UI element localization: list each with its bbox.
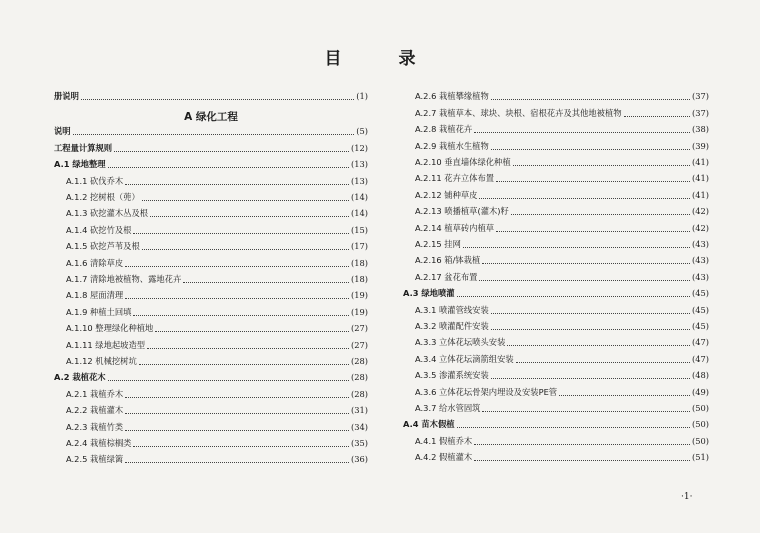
dot-leader — [125, 266, 349, 267]
toc-entry[interactable] — [54, 252, 368, 268]
toc-entry-page: (1) — [356, 91, 368, 102]
toc-entry-page: (51) — [691, 452, 709, 463]
toc-entry[interactable] — [54, 433, 368, 449]
toc-entry[interactable] — [403, 135, 709, 151]
toc-entry-label: A.2.15 挂网 — [415, 238, 461, 249]
toc-entry[interactable] — [54, 367, 368, 383]
dot-leader — [114, 151, 349, 152]
toc-entry-label: A.1.6 清除草皮 — [66, 257, 124, 268]
toc-entry-label: A.3.4 立体花坛滴箭组安装 — [415, 353, 514, 364]
toc-entry-label: A.1.7 清除地被植物、露地花卉 — [66, 273, 182, 284]
toc-entry-label: A.2.5 栽植绿篱 — [66, 454, 124, 465]
toc-entry-page: (18) — [350, 257, 368, 268]
toc-entry[interactable] — [403, 332, 709, 348]
toc-entry-page: (43) — [691, 255, 709, 266]
toc-entry-label: A.1.8 屋面清理 — [66, 290, 124, 301]
toc-entry[interactable] — [54, 137, 368, 153]
toc-entry-label: A.1.11 绿地起坡造型 — [66, 339, 146, 350]
toc-entry[interactable] — [54, 449, 368, 465]
toc-entry-page: (45) — [691, 304, 709, 315]
toc-entry[interactable] — [54, 351, 368, 367]
toc-entry[interactable] — [403, 201, 709, 217]
dot-leader — [491, 313, 690, 314]
dot-leader — [125, 397, 349, 398]
toc-entry-page: (27) — [350, 323, 368, 334]
toc-entry-page: (14) — [350, 191, 368, 202]
toc-entry-label: 册说明 — [54, 91, 79, 102]
dot-leader — [491, 149, 690, 150]
toc-entry-label: A.1.3 砍挖灌木丛及根 — [66, 208, 149, 219]
dot-leader — [496, 231, 690, 232]
toc-entry[interactable] — [54, 236, 368, 252]
dot-leader — [125, 298, 349, 299]
toc-entry-page: (31) — [350, 405, 368, 416]
toc-entry-label: A.2.6 栽植攀缘植物 — [415, 91, 489, 102]
dot-leader — [496, 181, 690, 182]
toc-entry-label: A.3.2 喷灌配件安装 — [415, 320, 489, 331]
dot-leader — [139, 364, 349, 365]
toc-entry-label: A.1 绿地整理 — [54, 159, 106, 170]
toc-entry-page: (19) — [350, 306, 368, 317]
dot-leader — [559, 395, 690, 396]
toc-entry[interactable] — [403, 414, 709, 430]
dot-leader — [150, 216, 349, 217]
dot-leader — [513, 165, 690, 166]
toc-entry-label: A.2.12 铺种草皮 — [415, 189, 478, 200]
dot-leader — [457, 427, 690, 428]
toc-entry-label: A.3.1 喷灌管线安装 — [415, 304, 489, 315]
toc-entry[interactable] — [54, 219, 368, 235]
dot-leader — [479, 198, 689, 199]
toc-entry-label: A.1.5 砍挖芦苇及根 — [66, 241, 140, 252]
dot-leader — [474, 132, 690, 133]
toc-entry-label: 工程量计算规则 — [54, 142, 113, 153]
toc-entry[interactable] — [54, 203, 368, 219]
toc-entry-label: A.4 苗木假植 — [403, 419, 455, 430]
dot-leader — [474, 460, 690, 461]
toc-entry[interactable] — [54, 121, 368, 137]
toc-entry[interactable] — [403, 381, 709, 397]
toc-entry-page: (36) — [350, 454, 368, 465]
dot-leader — [147, 348, 349, 349]
toc-entry-label: A.3.6 立体花坛骨架内埋设及安装PE管 — [415, 386, 558, 397]
toc-entry-page: (15) — [350, 224, 368, 235]
toc-entry-page: (34) — [350, 421, 368, 432]
dot-leader — [155, 331, 349, 332]
toc-entry-label: A.2.7 栽植草本、球块、块根、宿根花卉及其他地被植物 — [415, 107, 622, 118]
toc-entry[interactable] — [403, 119, 709, 135]
toc-entry-label: A.2.10 垂直墙体绿化种植 — [415, 156, 511, 167]
toc-entry-label: A.3.3 立体花坛喷头安装 — [415, 337, 506, 348]
toc-entry-page: (28) — [350, 388, 368, 399]
toc-entry-label: A.2.1 栽植乔木 — [66, 388, 124, 399]
toc-entry[interactable] — [403, 316, 709, 332]
toc-entry-label: A.2.11 花卉立体布置 — [415, 173, 495, 184]
toc-entry[interactable] — [54, 318, 368, 334]
toc-entry-page: (42) — [691, 206, 709, 217]
dot-leader — [73, 134, 355, 135]
toc-entry[interactable] — [403, 217, 709, 233]
toc-entry-page: (37) — [691, 91, 709, 102]
dot-leader — [183, 282, 349, 283]
toc-entry-label: A.2.8 栽植花卉 — [415, 124, 473, 135]
toc-entry-page: (17) — [350, 241, 368, 252]
dot-leader — [125, 430, 349, 431]
toc-entry-label: A.2.9 栽植水生植物 — [415, 140, 489, 151]
toc-entry[interactable] — [403, 365, 709, 381]
toc-entry-label: A.1.2 挖树根（蔸） — [66, 191, 140, 202]
toc-entry-label: A.3.7 给水管固筑 — [415, 402, 481, 413]
toc-entry[interactable] — [54, 285, 368, 301]
toc-entry[interactable] — [54, 170, 368, 186]
dot-leader — [624, 116, 690, 117]
toc-entry-label: A.1.9 种植土回填 — [66, 306, 132, 317]
toc-entry-page: (37) — [691, 107, 709, 118]
toc-entry-page: (18) — [350, 273, 368, 284]
dot-leader — [81, 99, 354, 100]
toc-entry-page: (42) — [691, 222, 709, 233]
toc-entry[interactable] — [403, 168, 709, 184]
dot-leader — [133, 315, 348, 316]
dot-leader — [507, 345, 690, 346]
toc-entry-page: (5) — [356, 126, 368, 137]
toc-entry-page: (43) — [691, 238, 709, 249]
toc-entry-page: (47) — [691, 353, 709, 364]
toc-entry-label: A.3 绿地喷灌 — [403, 288, 455, 299]
toc-entry-label: A.2.3 栽植竹类 — [66, 421, 124, 432]
toc-entry-page: (12) — [350, 142, 368, 153]
dot-leader — [125, 462, 349, 463]
dot-leader — [482, 263, 690, 264]
dot-leader — [125, 413, 349, 414]
toc-entry-page: (13) — [350, 159, 368, 170]
toc-entry-page: (19) — [350, 290, 368, 301]
toc-entry-label: A.1.1 砍伐乔木 — [66, 175, 124, 186]
toc-entry-page: (41) — [691, 173, 709, 184]
toc-entry-page: (43) — [691, 271, 709, 282]
toc-entry[interactable] — [403, 348, 709, 364]
toc-entry-page: (41) — [691, 189, 709, 200]
toc-entry-page: (35) — [350, 437, 368, 448]
toc-entry[interactable] — [403, 102, 709, 118]
toc-entry-label: A.2 栽植花木 — [54, 372, 106, 383]
toc-entry-label: A.2.13 喷播植草(灌木)籽 — [415, 206, 509, 217]
dot-leader — [133, 446, 348, 447]
toc-entry[interactable] — [54, 416, 368, 432]
toc-entry[interactable] — [54, 301, 368, 317]
toc-entry-label: A.2.17 盆花布置 — [415, 271, 478, 282]
dot-leader — [463, 247, 690, 248]
toc-entry-label: A.1.12 机械挖树坑 — [66, 355, 137, 366]
toc-entry-page: (50) — [691, 419, 709, 430]
dot-leader — [133, 233, 348, 234]
toc-entry[interactable] — [403, 152, 709, 168]
dot-leader — [108, 380, 349, 381]
toc-entry-label: 说明 — [54, 126, 71, 137]
toc-entry-label: A.2.2 栽植灌木 — [66, 405, 124, 416]
toc-entry-label: A.4.2 假植灌木 — [415, 452, 473, 463]
footer-page-number: ·1· — [681, 492, 693, 502]
toc-entry[interactable] — [403, 430, 709, 446]
toc-entry[interactable] — [403, 299, 709, 315]
dot-leader — [142, 249, 349, 250]
toc-entry-page: (48) — [691, 370, 709, 381]
toc-entry-page: (49) — [691, 386, 709, 397]
dot-leader — [482, 411, 689, 412]
dot-leader — [125, 184, 349, 185]
dot-leader — [479, 280, 689, 281]
toc-entry-page: (28) — [350, 372, 368, 383]
toc-entry[interactable] — [403, 234, 709, 250]
dot-leader — [516, 362, 690, 363]
toc-entry[interactable] — [54, 383, 368, 399]
toc-entry[interactable] — [54, 187, 368, 203]
toc-entry-page: (27) — [350, 339, 368, 350]
toc-entry-page: (38) — [691, 124, 709, 135]
dot-leader — [108, 167, 349, 168]
dot-leader — [457, 296, 690, 297]
toc-entry[interactable] — [403, 184, 709, 200]
toc-entry[interactable] — [403, 447, 709, 463]
toc-entry-label: A.2.14 植草砖内植草 — [415, 222, 495, 233]
toc-entry-label: A.4.1 假植乔木 — [415, 435, 473, 446]
dot-leader — [511, 214, 690, 215]
toc-entry-label: A.2.4 栽植棕榈类 — [66, 437, 132, 448]
section-heading: A 绿化工程 — [184, 111, 238, 123]
toc-entry-page: (45) — [691, 320, 709, 331]
toc-entry[interactable] — [54, 154, 368, 170]
toc-entry[interactable] — [403, 398, 709, 414]
toc-entry-page: (45) — [691, 288, 709, 299]
toc-entry-label: A.1.4 砍挖竹及根 — [66, 224, 132, 235]
toc-entry[interactable] — [54, 400, 368, 416]
toc-entry-label: A.1.10 整理绿化种植地 — [66, 323, 154, 334]
page-title: 目 录 — [324, 49, 436, 69]
toc-entry-page: (39) — [691, 140, 709, 151]
toc-entry-page: (50) — [691, 402, 709, 413]
toc-entry-page: (13) — [350, 175, 368, 186]
toc-entry[interactable] — [403, 266, 709, 282]
toc-entry-page: (28) — [350, 355, 368, 366]
toc-entry[interactable] — [54, 269, 368, 285]
toc-entry-preface[interactable] — [54, 86, 368, 102]
dot-leader — [491, 378, 690, 379]
toc-entry-page: (14) — [350, 208, 368, 219]
toc-entry-label: A.3.5 渗灌系统安装 — [415, 370, 489, 381]
toc-entry[interactable] — [54, 334, 368, 350]
toc-entry[interactable] — [403, 283, 709, 299]
dot-leader — [491, 329, 690, 330]
dot-leader — [491, 99, 690, 100]
dot-leader — [474, 444, 690, 445]
toc-entry-page: (50) — [691, 435, 709, 446]
toc-entry-page: (41) — [691, 156, 709, 167]
toc-entry[interactable] — [403, 250, 709, 266]
dot-leader — [142, 200, 349, 201]
toc-entry-page: (47) — [691, 337, 709, 348]
toc-entry-label: A.2.16 箱/钵栽植 — [415, 255, 481, 266]
toc-entry[interactable] — [403, 86, 709, 102]
